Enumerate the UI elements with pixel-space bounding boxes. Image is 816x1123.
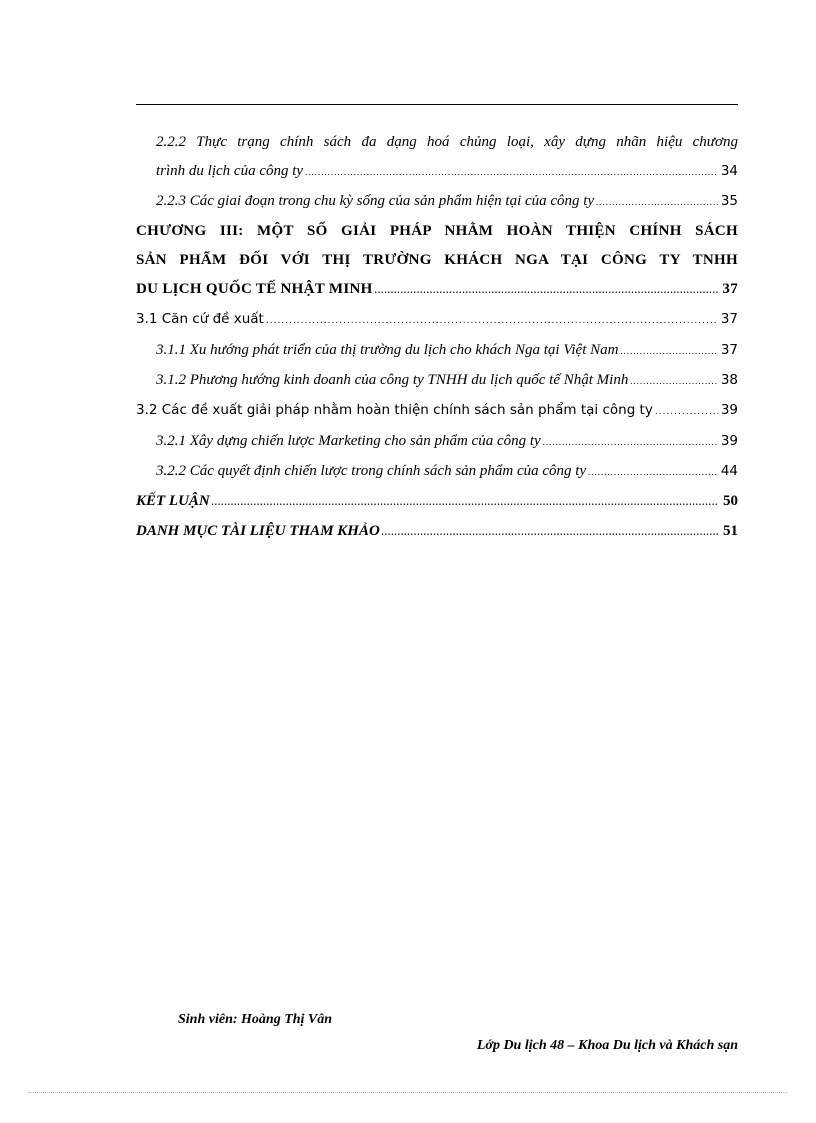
toc-entry-title: 3.2 Các đề xuất giải pháp nhằm hoàn thiện chính sách sản phẩm tại công ty [136,402,653,418]
toc-page-number: 37 [720,342,738,358]
toc-entry-2-2-2-line2: trình du lịch của công ty [156,163,304,179]
dot-leader [543,428,718,457]
dot-leader [620,337,718,366]
toc-page-number: 50 [723,493,738,509]
dot-leader [212,488,718,517]
toc-entry-title: 3.2.2 Các quyết định chiến lược trong chính sách sản phẩm của công ty [156,463,587,479]
chapter-3-line3: DU LỊCH QUỐC TẾ NHẬT MINH [136,281,373,297]
header-rule [136,104,738,105]
toc-page-number: 37 [720,311,738,327]
toc-page-number: 44 [720,463,738,479]
toc-entry-2-2-2-line1: 2.2.2 Thực trạng chính sách đa dạng hoá chủng loại, xây dựng nhãn hiệu chương [156,134,738,150]
page-bottom-rule [28,1092,788,1093]
toc-entry-3-2-2[interactable] [136,457,738,487]
toc-entry-title: 3.1.2 Phương hướng kinh doanh của công ty TNHH du lịch quốc tế Nhật Minh [156,372,629,388]
toc-page-number: 39 [720,402,738,418]
toc-page-number: 37 [722,281,738,297]
toc-entry-title: DANH MỤC TÀI LIỆU THAM KHẢO [136,523,380,539]
toc-entry-2-2-2[interactable] [136,128,738,187]
table-of-contents [136,128,738,547]
toc-page-number: 51 [723,523,738,539]
dot-leader [596,188,718,217]
toc-entry-2-2-3[interactable] [136,187,738,217]
toc-page-number: 35 [720,193,738,209]
chapter-3-line1: CHƯƠNG III: MỘT SỐ GIẢI PHÁP NHẰM HOÀN THIỆN CHÍNH SÁCH [136,223,738,239]
toc-entry-3-2-1[interactable] [136,427,738,457]
toc-entry-3-1-2[interactable] [136,366,738,396]
dot-leader [655,398,718,427]
toc-entry-3-1-1[interactable] [136,336,738,366]
dot-leader [382,518,718,547]
toc-page-number: 34 [720,163,738,179]
toc-entry-3-1[interactable] [136,305,738,336]
dot-leader [266,307,718,336]
chapter-3-line2: SẢN PHẨM ĐỐI VỚI THỊ TRƯỜNG KHÁCH NGA TẠI CÔNG TY TNHH [136,252,738,268]
toc-entry-title: KẾT LUẬN [136,493,210,509]
footer-class-info: Lớp Du lịch 48 – Khoa Du lịch và Khách sạn [476,1038,738,1053]
dot-leader [588,458,718,487]
toc-entry-conclusion[interactable] [136,487,738,517]
dot-leader [630,367,718,396]
toc-entry-title: 3.1.1 Xu hướng phát triển của thị trường du lịch cho khách Nga tại Việt Nam [156,342,619,358]
toc-entry-chapter-3[interactable] [136,217,738,305]
dot-leader [305,158,718,187]
toc-entry-title: 3.2.1 Xây dựng chiến lược Marketing cho sản phẩm của công ty [156,433,541,449]
toc-entry-title: 3.1 Căn cứ đề xuất [136,311,264,327]
toc-entry-3-2[interactable] [136,396,738,427]
footer-student-name: Sinh viên: Hoàng Thị Vân [178,1012,333,1027]
toc-entry-title: 2.2.3 Các giai đoạn trong chu kỳ sống của sản phẩm hiện tại của công ty [156,193,595,209]
dot-leader [375,276,718,305]
toc-page-number: 39 [720,433,738,449]
toc-page-number: 38 [720,372,738,388]
toc-entry-references[interactable] [136,517,738,547]
